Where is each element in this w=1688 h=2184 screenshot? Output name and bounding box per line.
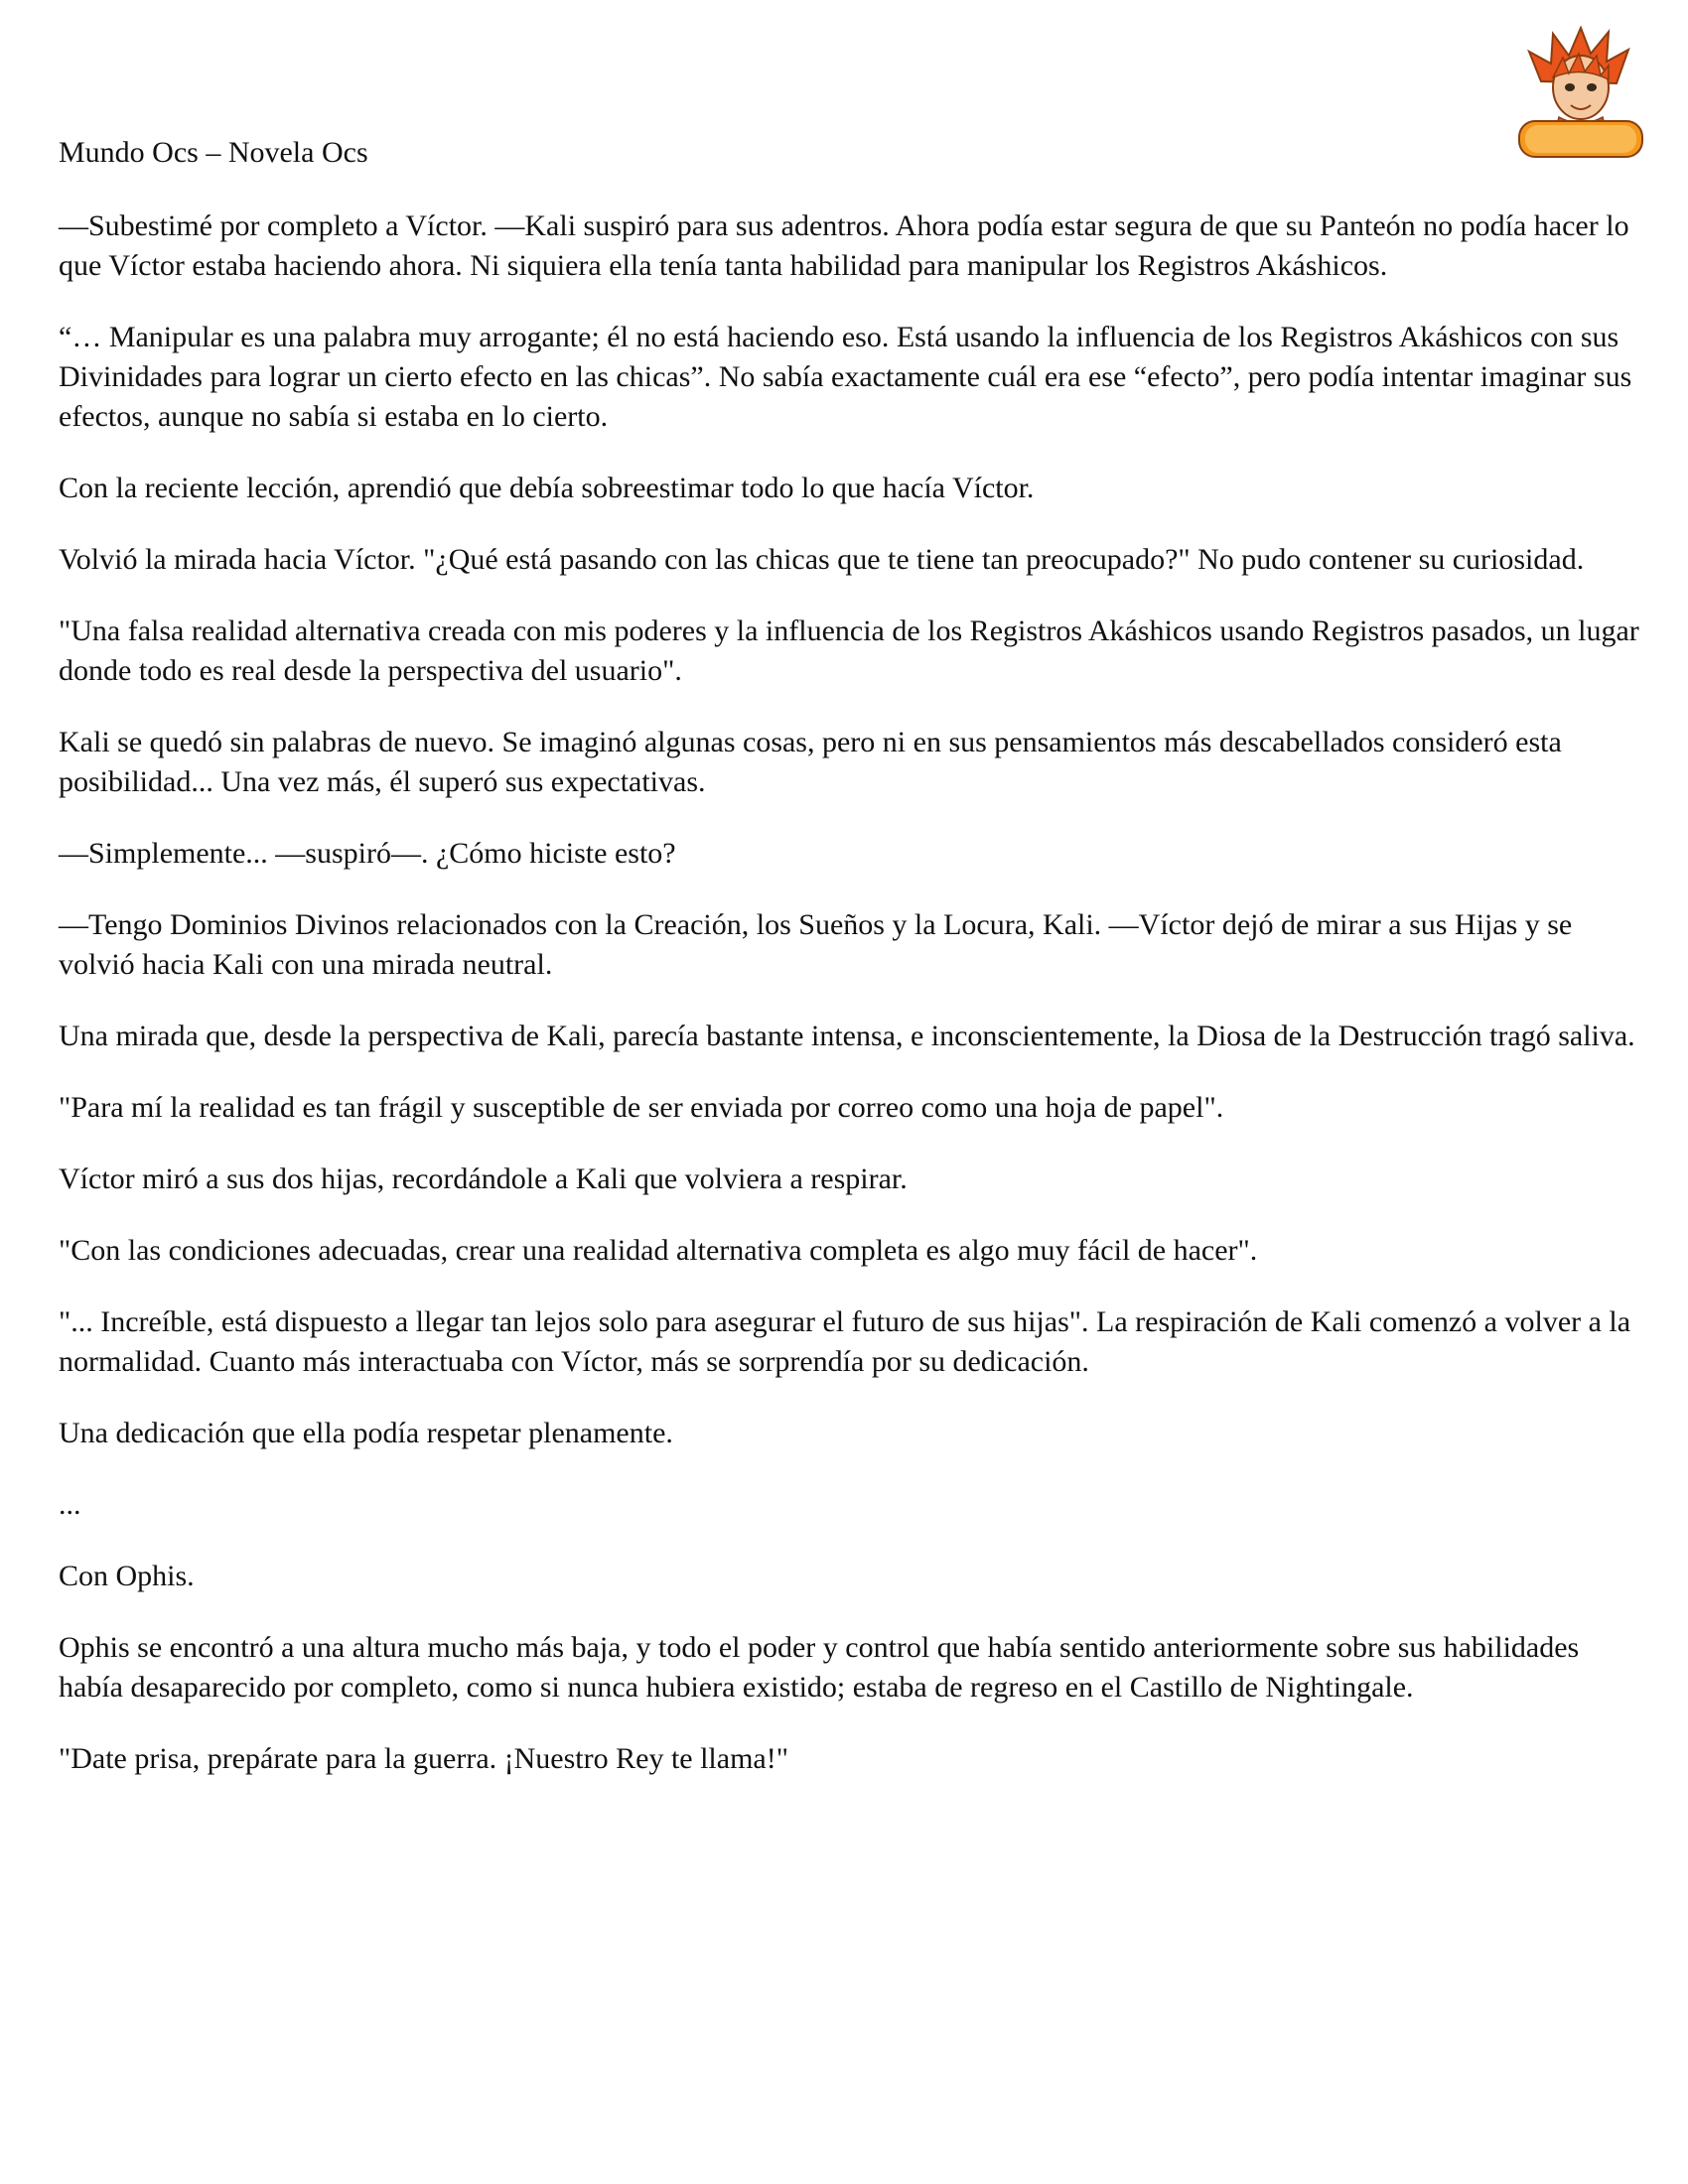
mundo-ocs-logo [1511,22,1650,161]
paragraph: "Con las condiciones adecuadas, crear una realidad alternativa completa es algo muy fácil de hacer". [59,1234,1258,1267]
paragraph: Con Ophis. [59,1560,195,1592]
paragraph: “… Manipular es una palabra muy arrogante; él no está haciendo eso. Está usando la influencia de los Registros Akáshicos con sus Divinidades para lograr un cierto efecto en las chicas”. No sabía exactamente cuál era ese “efecto”, pero podía intentar imaginar sus efectos, aunque no sabía si estaba en lo cierto. [59,321,1632,433]
page-header: Mundo Ocs – Novela Ocs [59,136,368,169]
paragraph: —Subestimé por completo a Víctor. —Kali suspiró para sus adentros. Ahora podía estar segura de que su Panteón no podía hacer lo que Víctor estaba haciendo ahora. Ni siquiera ella tenía tanta habilidad para manipular los Registros Akáshicos. [59,209,1629,282]
paragraph: Una mirada que, desde la perspectiva de Kali, parecía bastante intensa, e inconscientemente, la Diosa de la Destrucción tragó saliva. [59,1020,1635,1052]
paragraph: Volvió la mirada hacia Víctor. "¿Qué está pasando con las chicas que te tiene tan preocupado?" No pudo contener su curiosidad. [59,543,1585,576]
document-body [59,206,1647,1811]
paragraph: "... Increíble, está dispuesto a llegar tan lejos solo para asegurar el futuro de sus hijas". La respiración de Kali comenzó a volver a la normalidad. Cuanto más interactuaba con Víctor, más se sorprendía por su dedicación. [59,1305,1631,1378]
paragraph: "Date prisa, prepárate para la guerra. ¡Nuestro Rey te llama!" [59,1742,788,1775]
paragraph: Víctor miró a sus dos hijas, recordándole a Kali que volviera a respirar. [59,1162,908,1195]
paragraph: "Para mí la realidad es tan frágil y susceptible de ser enviada por correo como una hoja de papel". [59,1091,1224,1124]
scene-break: ... [59,1488,81,1521]
paragraph: —Simplemente... —suspiró—. ¿Cómo hiciste esto? [59,837,676,870]
paragraph: —Tengo Dominios Divinos relacionados con la Creación, los Sueños y la Locura, Kali. —Víctor dejó de mirar a sus Hijas y se volvió hacia Kali con una mirada neutral. [59,908,1573,981]
mascot-icon [1511,22,1650,161]
paragraph: Con la reciente lección, aprendió que debía sobreestimar todo lo que hacía Víctor. [59,472,1035,504]
paragraph: Kali se quedó sin palabras de nuevo. Se imaginó algunas cosas, pero ni en sus pensamientos más descabellados consideró esta posibilidad... Una vez más, él superó sus expectativas. [59,726,1562,798]
paragraph: "Una falsa realidad alternativa creada con mis poderes y la influencia de los Registros Akáshicos usando Registros pasados, un lugar donde todo es real desde la perspectiva del usuario". [59,614,1639,687]
paragraph: Ophis se encontró a una altura mucho más baja, y todo el poder y control que había sentido anteriormente sobre sus habilidades había desaparecido por completo, como si nunca hubiera existido; estaba de regreso en el Castillo de Nightingale. [59,1631,1580,1704]
paragraph: Una dedicación que ella podía respetar plenamente. [59,1417,673,1449]
